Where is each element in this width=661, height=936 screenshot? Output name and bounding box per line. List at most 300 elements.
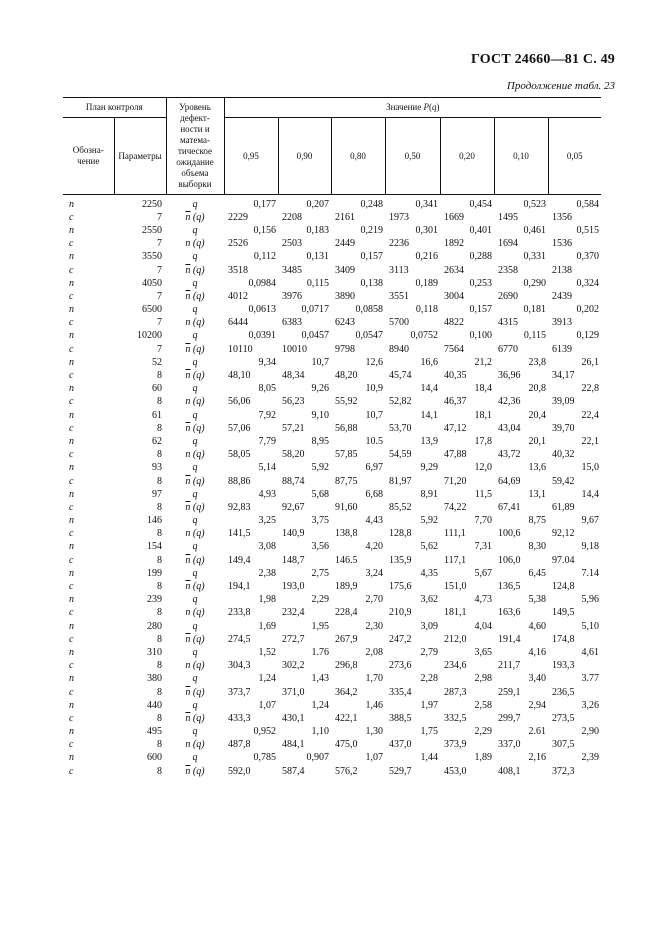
value-cell: 2,75	[311, 567, 329, 579]
value-cell: 1,07	[258, 699, 276, 711]
value-cell: 0,207	[306, 198, 329, 210]
value-cell: 174,8	[552, 633, 575, 645]
value-cell: 0,189	[415, 277, 438, 289]
level-cell: $\overline{n}$ (q)	[185, 211, 205, 223]
value-cell: 433,3	[228, 712, 251, 724]
value-cell: 4012	[228, 290, 248, 302]
value-cell: 388,5	[389, 712, 412, 724]
value-cell: 0,248	[360, 198, 383, 210]
value-cell: 85,52	[389, 501, 412, 513]
value-cell: 2,08	[365, 646, 383, 658]
level-cell: q	[192, 752, 198, 764]
value-cell: 57,85	[335, 449, 358, 461]
value-cell: 373,9	[444, 739, 467, 751]
value-cell: 296,8	[335, 660, 358, 672]
value-cell: 475,0	[335, 739, 358, 751]
value-cell: 48,10	[228, 370, 251, 382]
value-cell: 211,7	[498, 660, 521, 672]
level-cell: q	[192, 462, 198, 474]
designation-cell: c	[69, 581, 74, 593]
value-cell: 10010	[282, 343, 307, 355]
value-cell: 8,05	[258, 383, 276, 395]
designation-cell: c	[69, 449, 74, 461]
designation-cell: n	[69, 567, 74, 579]
value-cell: 302,2	[282, 660, 305, 672]
value-cell: 2138	[552, 264, 572, 276]
designation-cell: n	[69, 383, 74, 395]
designation-cell: c	[69, 554, 74, 566]
value-cell: 189,9	[335, 581, 358, 593]
table-row	[63, 277, 601, 290]
designation-cell: c	[69, 422, 74, 434]
value-cell: 92,83	[228, 501, 251, 513]
value-cell: 2449	[335, 238, 355, 250]
table-row	[63, 726, 601, 739]
value-cell: 13,9	[420, 435, 438, 447]
value-cell: 22,4	[581, 409, 600, 421]
value-cell: 3913	[552, 317, 572, 329]
value-cell: 2690	[498, 290, 518, 302]
value-cell: 2229	[228, 211, 248, 223]
level-cell: $\overline{n}$ (q)	[185, 739, 205, 751]
value-cell: 7.14	[581, 567, 600, 579]
value-cell: 7,70	[474, 515, 492, 527]
value-cell: 247,2	[389, 633, 412, 645]
value-cell: 299,7	[498, 712, 521, 724]
table-row	[63, 739, 601, 752]
table-row	[63, 264, 601, 277]
value-cell: 0,157	[360, 251, 383, 263]
value-cell: 3,08	[258, 541, 276, 553]
value-cell: 3113	[389, 264, 409, 276]
value-cell: 307,5	[552, 739, 575, 751]
value-cell: 1,10	[311, 726, 329, 738]
level-cell: $\overline{n}$ (q)	[185, 528, 205, 540]
value-cell: 453,0	[444, 765, 467, 777]
value-cell: 6243	[335, 317, 355, 329]
value-cell: 106,0	[498, 554, 521, 566]
level-cell: $\overline{n}$ (q)	[185, 660, 205, 672]
value-cell: 484,1	[282, 739, 305, 751]
value-cell: 0,907	[306, 752, 329, 764]
value-cell: 1.76	[311, 646, 329, 658]
value-cell: 2,29	[311, 594, 329, 606]
value-cell: 10,9	[365, 383, 383, 395]
value-cell: 0,216	[415, 251, 438, 263]
value-cell: 5700	[389, 317, 409, 329]
value-cell: 40,32	[552, 449, 575, 461]
value-cell: 1,24	[311, 699, 329, 711]
value-cell: 437,0	[389, 739, 412, 751]
value-cell: 4,35	[420, 567, 438, 579]
value-cell: 13,6	[528, 462, 546, 474]
value-cell: 1,97	[420, 699, 438, 711]
param-cell: 61	[152, 409, 162, 421]
value-cell: 71,20	[444, 475, 467, 487]
value-cell: 1,46	[365, 699, 383, 711]
value-cell: 6383	[282, 317, 302, 329]
value-cell: 2161	[335, 211, 355, 223]
value-cell: 2526	[228, 238, 248, 250]
value-cell: 128,8	[389, 528, 412, 540]
value-cell: 3,09	[420, 620, 438, 632]
value-cell: 430,1	[282, 712, 305, 724]
value-cell: 17,8	[474, 435, 492, 447]
param-cell: 495	[147, 726, 162, 738]
value-cell: 59,42	[552, 475, 575, 487]
value-cell: 1,30	[365, 726, 383, 738]
param-cell: 146	[147, 515, 162, 527]
value-cell: 0,288	[469, 251, 492, 263]
value-cell: 233,8	[228, 607, 251, 619]
designation-cell: c	[69, 686, 74, 698]
prob-header: 0,95	[224, 118, 278, 195]
value-cell: 373,7	[228, 686, 251, 698]
value-cell: 5,92	[311, 462, 329, 474]
value-cell: 304,3	[228, 660, 251, 672]
prob-header: 0,05	[548, 118, 601, 195]
value-cell: 0,219	[360, 224, 383, 236]
value-cell: 0,454	[469, 198, 492, 210]
value-cell: 1,43	[311, 673, 329, 685]
param-cell: 8	[157, 475, 162, 487]
value-cell: 88,86	[228, 475, 251, 487]
value-cell: 0,341	[415, 198, 438, 210]
value-cell: 39,70	[552, 422, 575, 434]
value-cell: 56,06	[228, 396, 251, 408]
value-cell: 6,45	[528, 567, 546, 579]
value-cell: 9798	[335, 343, 355, 355]
value-cell: 1,89	[474, 752, 492, 764]
table-row	[63, 633, 601, 646]
param-cell: 8	[157, 396, 162, 408]
value-cell: 10,7	[311, 356, 329, 368]
table-row	[63, 528, 601, 541]
value-cell: 5,92	[420, 515, 438, 527]
designation-cell: c	[69, 712, 74, 724]
value-cell: 42,36	[498, 396, 521, 408]
level-cell: q	[192, 224, 198, 236]
param-cell: 97	[152, 488, 162, 500]
value-cell: 2,38	[258, 567, 276, 579]
value-cell: 40,35	[444, 370, 467, 382]
value-cell: 22,1	[581, 435, 600, 447]
value-cell: 2,94	[528, 699, 546, 711]
param-cell: 199	[147, 567, 162, 579]
value-cell: 97.04	[552, 554, 575, 566]
value-cell: 67,41	[498, 501, 521, 513]
value-cell: 1,52	[258, 646, 276, 658]
value-cell: 422,1	[335, 712, 358, 724]
value-cell: 1,24	[258, 673, 276, 685]
value-cell: 0,181	[523, 304, 546, 316]
value-cell: 26,1	[581, 356, 600, 368]
param-cell: 7	[157, 264, 162, 276]
value-cell: 181,1	[444, 607, 467, 619]
value-cell: 1356	[552, 211, 572, 223]
value-header: Значение P(q)	[224, 98, 601, 118]
value-cell: 81,97	[389, 475, 412, 487]
value-cell: 15,0	[581, 462, 600, 474]
value-cell: 53,70	[389, 422, 412, 434]
value-cell: 14,4	[581, 488, 600, 500]
value-cell: 1892	[444, 238, 464, 250]
table-row	[63, 554, 601, 567]
level-cell: q	[192, 726, 198, 738]
level-cell: q	[192, 383, 198, 395]
table-row	[63, 475, 601, 488]
value-cell: 487,8	[228, 739, 251, 751]
level-cell: $\overline{n}$ (q)	[185, 343, 205, 355]
value-cell: 1,07	[365, 752, 383, 764]
value-cell: 12,6	[365, 356, 383, 368]
value-cell: 149,5	[552, 607, 575, 619]
plan-header: План контроля	[63, 98, 166, 118]
value-cell: 3,65	[474, 646, 492, 658]
value-cell: 371,0	[282, 686, 305, 698]
designation-cell: c	[69, 475, 74, 487]
value-cell: 3004	[444, 290, 464, 302]
table-row	[63, 607, 601, 620]
value-cell: 47,12	[444, 422, 467, 434]
level-cell: q	[192, 409, 198, 421]
value-cell: 0,584	[576, 198, 600, 210]
value-cell: 0,952	[253, 726, 276, 738]
value-cell: 100,6	[498, 528, 521, 540]
param-cell: 4050	[142, 277, 162, 289]
value-cell: 52,82	[389, 396, 412, 408]
param-cell: 7	[157, 317, 162, 329]
designation-cell: c	[69, 765, 74, 777]
value-cell: 8,95	[311, 435, 329, 447]
value-cell: 18,4	[474, 383, 492, 395]
level-cell: q	[192, 541, 198, 553]
level-cell: $\overline{n}$ (q)	[185, 422, 205, 434]
table-row	[63, 304, 601, 317]
value-cell: 140,9	[282, 528, 305, 540]
designation-cell: n	[69, 356, 74, 368]
value-cell: 4,60	[528, 620, 546, 632]
value-cell: 194,1	[228, 581, 251, 593]
table-row	[63, 580, 601, 593]
param-cell: 154	[147, 541, 162, 553]
value-cell: 3,75	[311, 515, 329, 527]
designation-cell: c	[69, 211, 74, 223]
level-cell: $\overline{n}$ (q)	[185, 238, 205, 250]
value-cell: 1,70	[365, 673, 383, 685]
value-cell: 273,5	[552, 712, 575, 724]
table-row	[63, 290, 601, 303]
level-cell: q	[192, 567, 198, 579]
param-cell: 52	[152, 356, 162, 368]
value-cell: 46,37	[444, 396, 467, 408]
table-row	[63, 673, 601, 686]
value-cell: 2503	[282, 238, 302, 250]
value-cell: 16,6	[420, 356, 438, 368]
value-cell: 9,10	[311, 409, 329, 421]
level-cell: q	[192, 646, 198, 658]
value-cell: 4315	[498, 317, 518, 329]
level-cell: q	[192, 330, 198, 342]
value-cell: 1973	[389, 211, 409, 223]
table-row	[63, 646, 601, 659]
value-cell: 20,8	[528, 383, 546, 395]
value-cell: 3,24	[365, 567, 383, 579]
value-cell: 58,20	[282, 449, 305, 461]
level-cell: $\overline{n}$ (q)	[185, 765, 205, 777]
value-cell: 274,5	[228, 633, 251, 645]
designation-cell: n	[69, 330, 74, 342]
value-cell: 4822	[444, 317, 464, 329]
value-cell: 2,90	[581, 726, 600, 738]
designation-cell: c	[69, 396, 74, 408]
designation-cell: n	[69, 409, 74, 421]
param-cell: 8	[157, 739, 162, 751]
page-header-title: ГОСТ 24660—81 С. 49	[471, 52, 615, 67]
designation-cell: n	[69, 699, 74, 711]
value-cell: 0,301	[415, 224, 438, 236]
param-cell: 2550	[142, 224, 162, 236]
value-cell: 8,75	[528, 515, 546, 527]
value-cell: 0,461	[523, 224, 546, 236]
value-cell: 12,0	[474, 462, 492, 474]
value-cell: 272,7	[282, 633, 305, 645]
value-cell: 0,177	[253, 198, 276, 210]
value-cell: 6,68	[365, 488, 383, 500]
value-cell: 9,29	[420, 462, 438, 474]
level-cell: $\overline{n}$ (q)	[185, 501, 205, 513]
param-cell: 8	[157, 660, 162, 672]
value-cell: 4,73	[474, 594, 492, 606]
param-cell: 7	[157, 238, 162, 250]
table-row	[63, 501, 601, 514]
value-cell: 91,60	[335, 501, 358, 513]
value-cell: 21,2	[474, 356, 492, 368]
value-cell: 193,3	[552, 660, 575, 672]
level-cell: q	[192, 620, 198, 632]
prob-header: 0,50	[385, 118, 440, 195]
value-cell: 54,59	[389, 449, 412, 461]
value-cell: 2,28	[420, 673, 438, 685]
value-cell: 2236	[389, 238, 409, 250]
value-cell: 236,5	[552, 686, 575, 698]
designation-cell: c	[69, 264, 74, 276]
value-cell: 4,04	[474, 620, 492, 632]
value-cell: 14,1	[420, 409, 438, 421]
designation-cell: n	[69, 726, 74, 738]
value-cell: 9,18	[581, 541, 600, 553]
value-cell: 234,6	[444, 660, 467, 672]
value-cell: 5,38	[528, 594, 546, 606]
value-cell: 4,43	[365, 515, 383, 527]
value-cell: 22,8	[581, 383, 600, 395]
designation-cell: n	[69, 251, 74, 263]
param-cell: 8	[157, 581, 162, 593]
table-row	[63, 541, 601, 554]
level-cell: q	[192, 515, 198, 527]
value-cell: 4,20	[365, 541, 383, 553]
level-cell: $\overline{n}$ (q)	[185, 449, 205, 461]
designation-cell: c	[69, 528, 74, 540]
value-cell: 48,20	[335, 370, 358, 382]
value-cell: 408,1	[498, 765, 521, 777]
designation-cell: n	[69, 198, 74, 210]
param-cell: 7	[157, 211, 162, 223]
value-cell: 0,118	[415, 304, 438, 316]
level-cell: $\overline{n}$ (q)	[185, 290, 205, 302]
designation-cell: c	[69, 739, 74, 751]
table-row	[63, 251, 601, 264]
value-cell: 61,89	[552, 501, 575, 513]
value-cell: 141,5	[228, 528, 251, 540]
param-cell: 7	[157, 290, 162, 302]
table-row	[63, 462, 601, 475]
level-cell: q	[192, 277, 198, 289]
value-cell: 3,62	[420, 594, 438, 606]
value-cell: 7,31	[474, 541, 492, 553]
designation-cell: c	[69, 501, 74, 513]
designation-cell: n	[69, 594, 74, 606]
designation-cell: n	[69, 277, 74, 289]
designation-cell: c	[69, 343, 74, 355]
level-cell: q	[192, 304, 198, 316]
table-row	[63, 435, 601, 448]
value-cell: 210,9	[389, 607, 412, 619]
value-cell: 117,1	[444, 554, 467, 566]
designation-cell: n	[69, 673, 74, 685]
value-cell: 36,96	[498, 370, 521, 382]
param-cell: 8	[157, 554, 162, 566]
level-cell: q	[192, 251, 198, 263]
value-cell: 148,7	[282, 554, 305, 566]
value-cell: 8,91	[420, 488, 438, 500]
value-cell: 4,93	[258, 488, 276, 500]
value-cell: 57,06	[228, 422, 251, 434]
value-cell: 7,92	[258, 409, 276, 421]
value-cell: 111,1	[444, 528, 466, 540]
value-cell: 56,23	[282, 396, 305, 408]
value-cell: 3,25	[258, 515, 276, 527]
q-symbol: q	[431, 102, 437, 112]
value-cell: 0,324	[576, 277, 600, 289]
table-body	[63, 195, 601, 779]
value-cell: 191,4	[498, 633, 521, 645]
table-row	[63, 409, 601, 422]
param-cell: 440	[147, 699, 162, 711]
params-header: Параметры	[114, 118, 166, 195]
value-cell: 0,785	[253, 752, 276, 764]
level-cell: $\overline{n}$ (q)	[185, 607, 205, 619]
value-cell: 20,1	[528, 435, 546, 447]
value-cell: 3485	[282, 264, 302, 276]
prob-header: 0,20	[440, 118, 494, 195]
param-cell: 310	[147, 646, 162, 658]
param-cell: 10200	[137, 330, 162, 342]
value-cell: 3976	[282, 290, 302, 302]
level-cell: $\overline{n}$ (q)	[185, 581, 205, 593]
value-cell: 0,0457	[301, 330, 329, 342]
value-cell: 3518	[228, 264, 248, 276]
param-cell: 8	[157, 765, 162, 777]
table-row	[63, 238, 601, 251]
level-cell: $\overline{n}$ (q)	[185, 264, 205, 276]
value-cell: 88,74	[282, 475, 305, 487]
value-cell: 267,9	[335, 633, 358, 645]
prob-header: 0,90	[278, 118, 331, 195]
value-cell: 1495	[498, 211, 518, 223]
level-header: Уровень дефект- ности и матема- тическое ожидание объема выборки	[166, 98, 224, 195]
designation-cell: n	[69, 515, 74, 527]
